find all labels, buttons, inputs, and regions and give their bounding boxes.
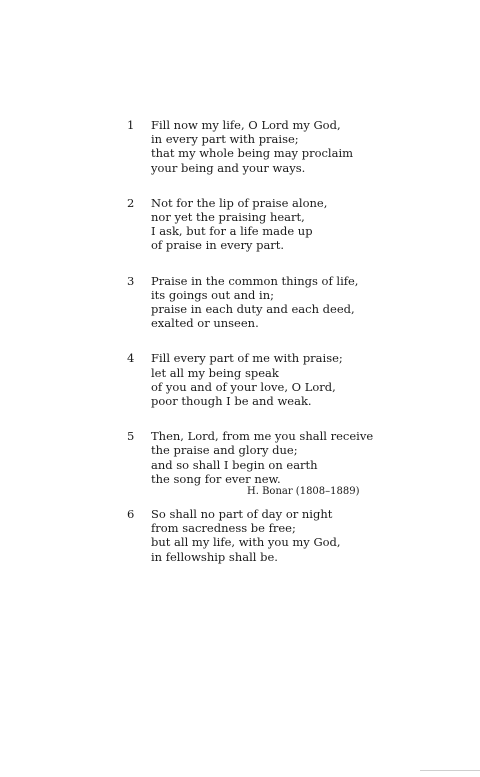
verse-lines [151,196,427,253]
verse-lines [151,507,427,564]
verse-line: I ask, but for a life made up [151,224,313,239]
verse-number: 2 [127,195,135,210]
verse-line: poor though I be and weak. [151,394,312,409]
verse-line: and so shall I begin on earth [151,457,318,472]
verse-line: Then, Lord, from me you shall receive [151,429,374,444]
verse-number: 4 [127,351,135,366]
verse-line: Praise in the common things of life, [151,273,359,288]
page-edge-line [420,770,480,771]
verse-line: So shall no part of day or night [151,507,333,522]
verse-line: exalted or unseen. [151,316,259,331]
verse-line: of praise in every part. [151,238,285,253]
verse-line: let all my being speak [151,365,279,380]
verse-line: Not for the lip of praise alone, [151,195,328,210]
verse-line: from sacredness be free; [151,521,296,536]
verse-line: your being and your ways. [151,160,306,175]
verse-number: 3 [127,273,135,288]
verse-number: 5 [127,429,135,444]
verse-line: but all my life, with you my God, [151,535,341,550]
verse-3 [127,274,427,331]
verse-line: nor yet the praising heart, [151,210,305,225]
verse-line: in fellowship shall be. [151,549,278,564]
verse-5 [127,429,427,486]
hymn-text [127,118,427,585]
verse-1 [127,118,427,175]
verse-number: 1 [127,118,135,132]
verse-line: the praise and glory due; [151,443,298,458]
verse-lines [151,429,427,486]
verse-lines [151,118,427,175]
verse-number: 6 [127,507,135,522]
verse-line: that my whole being may proclaim [151,146,354,161]
verse-line: praise in each duty and each deed, [151,302,355,317]
verse-line: in every part with praise; [151,132,299,147]
author-attribution: H. Bonar (1808–1889) [247,486,360,497]
verse-4 [127,351,427,408]
verse-2 [127,196,427,253]
verse-line: of you and of your love, O Lord, [151,379,336,394]
verse-lines [151,351,427,408]
verse-line: Fill every part of me with praise; [151,351,343,366]
verse-line: the song for ever new. [151,471,281,486]
verse-line: Fill now my life, O Lord my God, [151,118,341,132]
verse-line: its goings out and in; [151,287,274,302]
verse-6 [127,507,427,564]
verse-lines [151,274,427,331]
